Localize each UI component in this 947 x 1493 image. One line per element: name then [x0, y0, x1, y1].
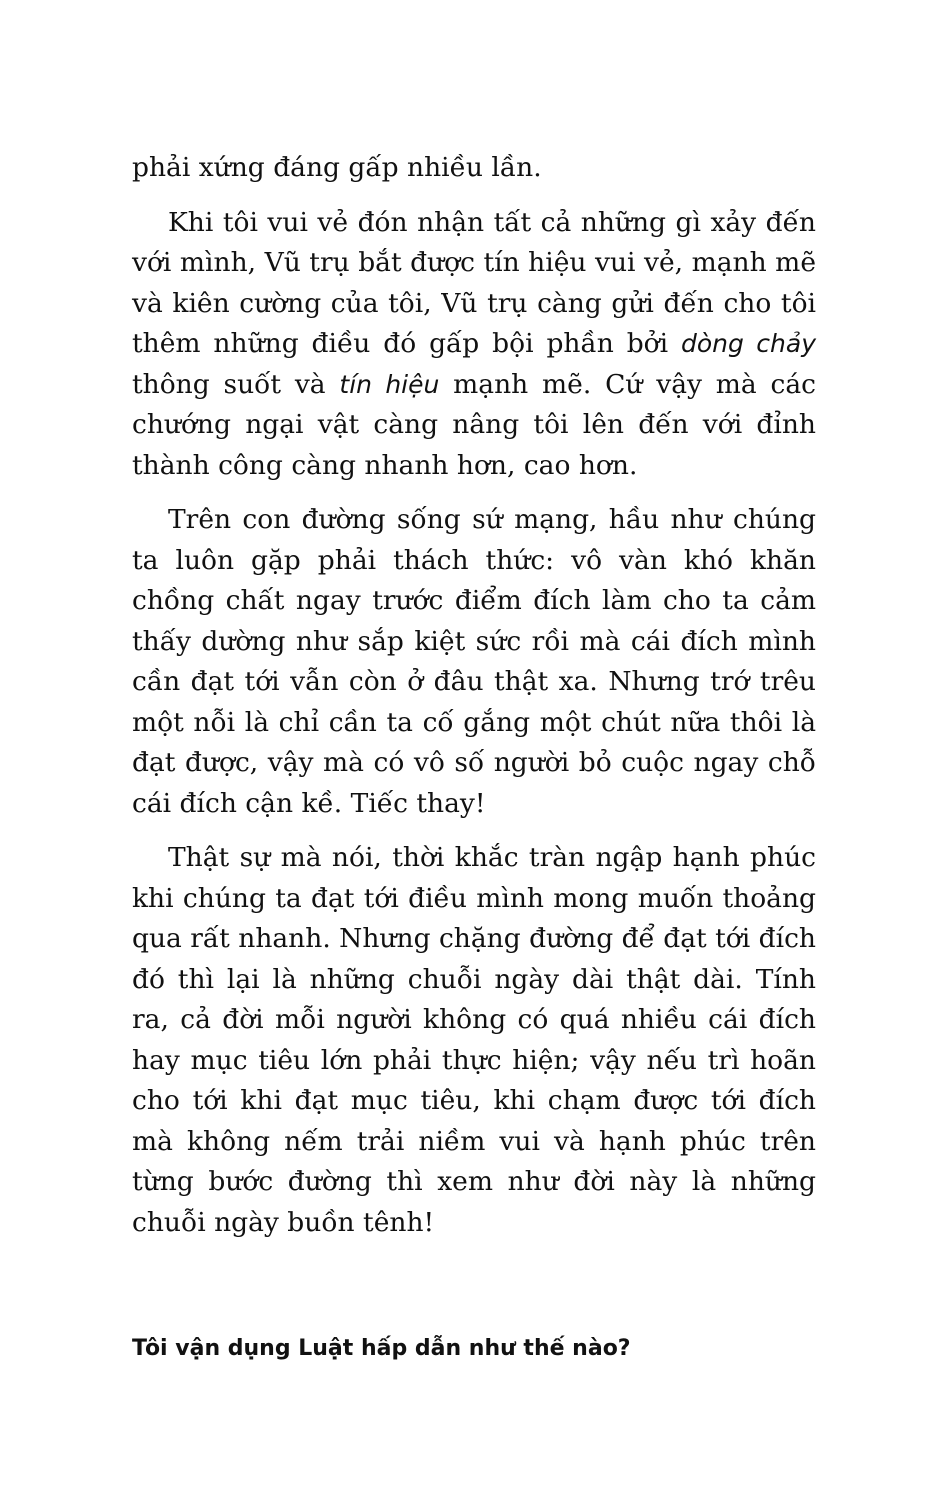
emphasis-tin-hieu: tín hiệu — [339, 369, 440, 399]
paragraph-2-text-b: thông suốt và — [132, 368, 340, 400]
paragraph-2-text-a: Khi tôi vui vẻ đón nhận tất cả những gì xảy đến với mình, Vũ trụ bắt được tín hiệu vui vẻ, mạnh mẽ và kiên cường của tôi, Vũ trụ càng gửi đến cho tôi thêm những điều đó gấp bội phần bởi — [132, 206, 816, 359]
paragraph-4 — [132, 838, 816, 1243]
paragraph-3 — [132, 500, 816, 824]
paragraph-2-text-c: mạnh mẽ. Cứ vậy mà các chướng ngại vật càng nâng tôi lên đến với đỉnh thành công càng nhanh hơn, cao hơn. — [132, 368, 816, 481]
emphasis-dong-chay: dòng chảy — [681, 329, 817, 358]
body-text — [132, 148, 816, 1257]
paragraph-3-text: Trên con đường sống sứ mạng, hầu như chúng ta luôn gặp phải thách thức: vô vàn khó khăn chồng chất ngay trước điểm đích làm cho ta cảm thấy dường như sắp kiệt sức rồi mà cái đích mình cần đạt tới vẫn còn ở đâu thật xa. Nhưng trớ trêu một nỗi là chỉ cần ta cố gắng một chút nữa thôi là đạt được, vậy mà có vô số người bỏ cuộc ngay chỗ cái đích cận kề. Tiếc thay! — [132, 504, 816, 819]
section-heading: Tôi vận dụng Luật hấp dẫn như thế nào? — [132, 1336, 631, 1361]
paragraph-2 — [132, 203, 816, 487]
paragraph-1-text: phải xứng đáng gấp nhiều lần. — [132, 152, 542, 183]
paragraph-1 — [132, 148, 816, 189]
paragraph-4-text: Thật sự mà nói, thời khắc tràn ngập hạnh phúc khi chúng ta đạt tới điều mình mong muốn thoảng qua rất nhanh. Nhưng chặng đường để đạt tới đích đó thì lại là những chuỗi ngày dài thật dài. Tính ra, cả đời mỗi người không có quá nhiều cái đích hay mục tiêu lớn phải thực hiện; vậy nếu trì hoãn cho tới khi đạt mục tiêu, khi chạm được tới đích mà không nếm trải niềm vui và hạnh phúc trên từng bước đường thì xem như đời này là những chuỗi ngày buồn tênh! — [132, 842, 816, 1238]
